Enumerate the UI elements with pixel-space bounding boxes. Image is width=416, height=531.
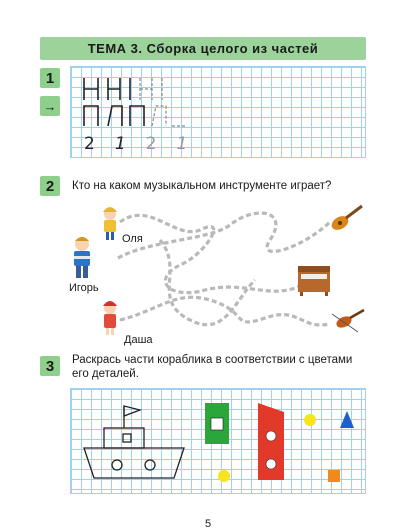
child-name-igor: Игорь (69, 282, 99, 294)
white-window-part (211, 418, 223, 430)
page-number: 5 (204, 518, 212, 530)
blue-flag-triangle (340, 411, 354, 428)
ship-parts-colored (205, 403, 354, 482)
digit-3: 2 (145, 134, 157, 154)
hull-circle-bottom (266, 459, 276, 469)
task-2-number: 2 (40, 176, 60, 196)
child-name-olya: Оля (122, 233, 143, 245)
yellow-circle-left (218, 470, 230, 482)
orange-square (328, 470, 340, 482)
task-1-number: 1 (40, 68, 60, 88)
task-3-number: 3 (40, 356, 60, 376)
arrow-icon: → (40, 96, 60, 116)
task-3-instruction-line-1: Раскрась части кораблика в соответствии с цветами (72, 354, 353, 366)
yellow-circle-right (304, 414, 316, 426)
ship-outline (84, 406, 184, 478)
digit-1: 2 (84, 134, 95, 154)
hull-circle-top (266, 431, 276, 441)
task-2-question: Кто на каком музыкальном инструменте играет? (72, 180, 332, 192)
task-3-instruction-line-2: его деталей. (72, 368, 139, 380)
child-name-dasha: Даша (124, 334, 153, 346)
digit-2: 1 (114, 134, 126, 154)
topic-title: ТЕМА 3. Сборка целого из частей (87, 41, 319, 56)
digit-4: 1 (176, 134, 188, 154)
